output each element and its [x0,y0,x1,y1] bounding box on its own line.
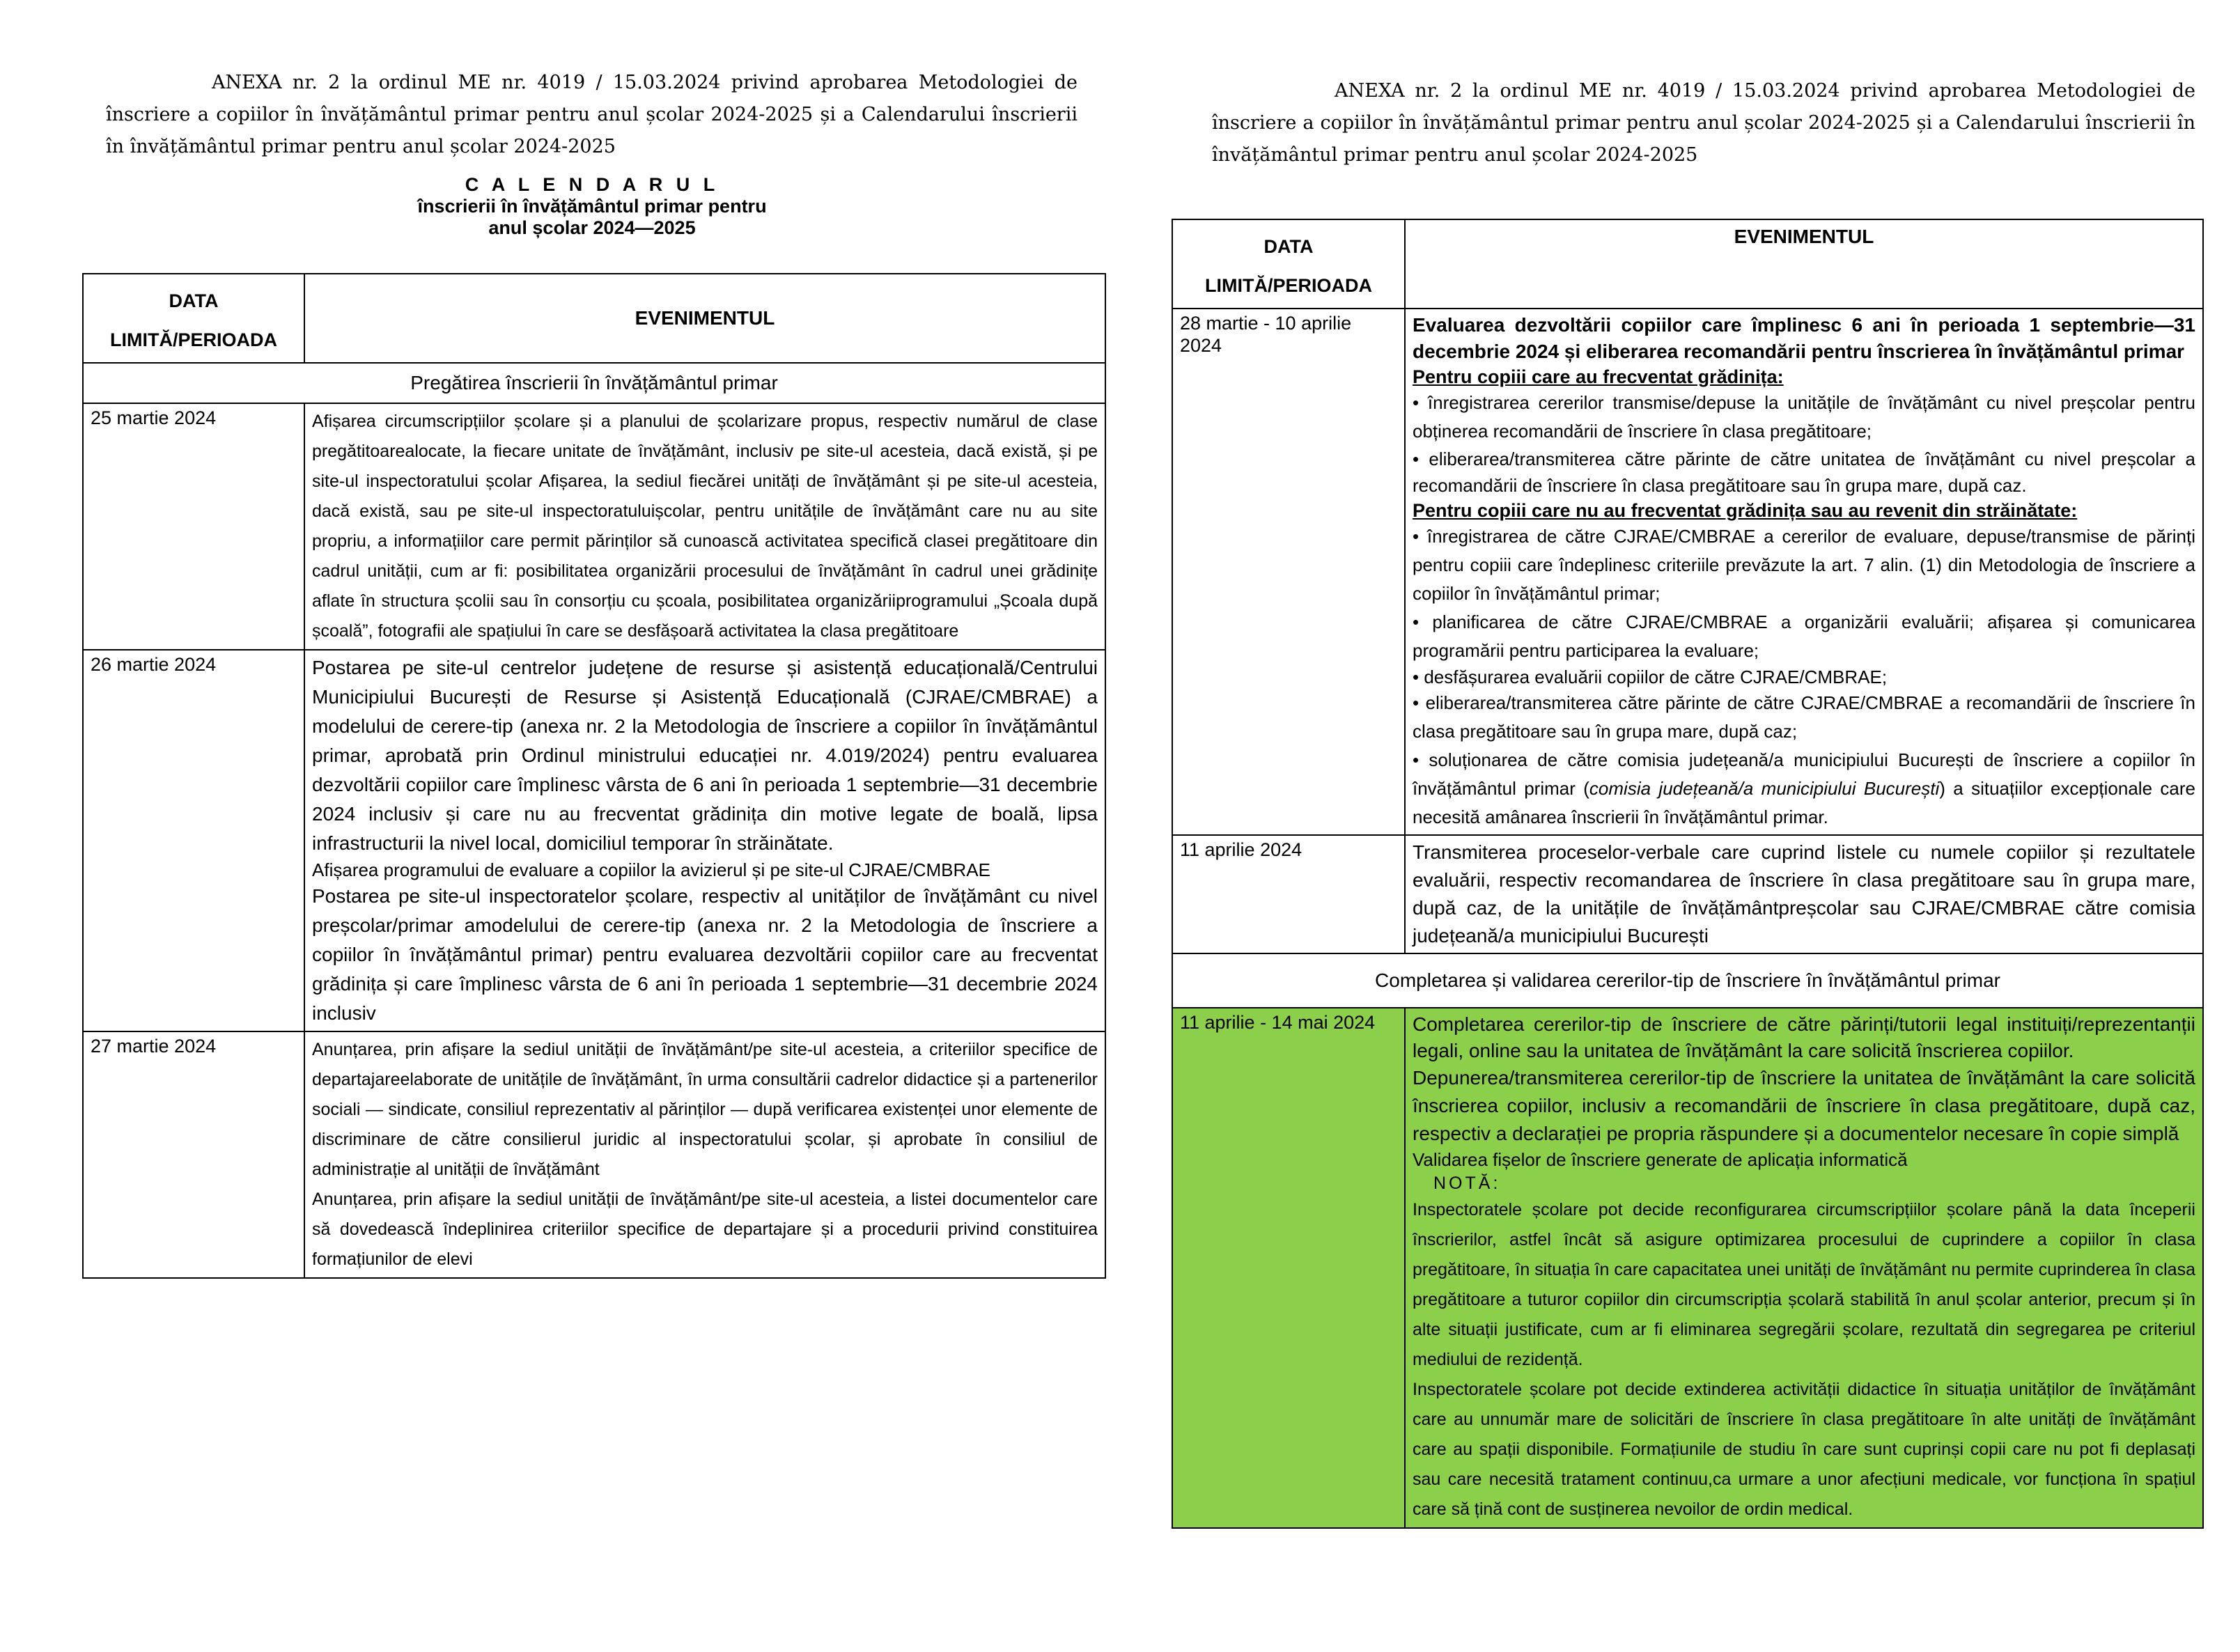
row-date: 27 martie 2024 [83,1031,304,1278]
event-paragraph: Validarea fișelor de înscriere generate de aplicația informatică [1413,1149,1908,1170]
annex-heading: ANEXA nr. 2 la ordinul ME nr. 4019 / 15.03.2024 privind aprobarea Metodologiei de înscriere a copiilor în învățământul primar pentru anul școlar 2024-2025 și a Calendarului înscrierii în învățământul primar pentru anul școlar 2024-2025 [106,72,1078,157]
bullet-item: • eliberarea/transmiterea către părinte de către unitatea de învățământ cu nivel preșcolar a recomandării de înscriere în clasa pregătitoare sau în grupa mare, după caz. [1413,449,2195,496]
note-label: NOTĂ: [1433,1174,1501,1193]
event-paragraph: Completarea cererilor-tip de înscriere de către părinți/tutorii legal instituiți/reprezentanții legali, online sau la unitatea de învățământ la care solicită înscrierea copiilor. [1413,1013,2195,1061]
header-date: DATA LIMITĂ/PERIOADA [83,274,304,363]
calendar-title [362,174,822,239]
event-paragraph: Anunțarea, prin afișare la sediul unității de învățământ/pe site-ul acesteia, a criteriilor specifice de departajareelaborate de unitățile de învățământ, în urma consultării cadrelor didactice și a partenerilor sociali — sindicate, consiliul reprezentativ al părinților — după verificarea existenței unor elemente de discriminare de către consilierul juridic al inspectoratului școlar, și aprobate în consiliul de administrație al unității de învățământ [312,1040,1098,1179]
event-paragraph: Afișarea programului de evaluare a copiilor la avizierul și pe site-ul CJRAE/CMBRAE [312,859,990,880]
event-paragraph: Afișarea circumscripțiilor școlare și a planului de școlarizare propus, respectiv numărul de clase pregătitoarealocate, la fiecare unitate de învățământ, inclusiv pe site-ul acesteia, dacă există, și pe site-ul inspectoratului școlar Afișarea, la sediul fiecărei unități de învățământ și pe site-ul acesteia, dacă există, sau pe site-ul inspectoratuluișcolar, pentru unitățile de învățământ care nu au site propriu, a informațiilor care permit părinților să cunoască activitatea specifică clasei pregătitoare din cadrul unității, cum ar fi: posibilitatea organizării procesului de învățământ în cadrul unei grădinițe aflate în structura școlii sau în consorțiu cu școala, posibilitatea organizăriiprogramului „Școala după școală”, fotografii ale spațiului în care se desfășoară activitatea la clasa pregătitoare [312,412,1098,641]
bullet-item: • eliberarea/transmiterea către părinte de către CJRAE/CMBRAE a recomandării de înscriere în clasa pregătitoare sau în grupa mare, după caz; [1413,692,2195,742]
bullet-item [1413,746,2195,832]
bullet-item: • desfășurarea evaluării copiilor de către CJRAE/CMBRAE; [1413,667,1888,687]
annex-heading: ANEXA nr. 2 la ordinul ME nr. 4019 / 15.03.2024 privind aprobarea Metodologiei de înscriere a copiilor în învățământul primar pentru anul școlar 2024-2025 și a Calendarului înscrierii în învățământul primar pentru anul școlar 2024-2025 [1212,80,2195,166]
table-row-highlighted [1172,1008,2203,1528]
header-event: EVENIMENTUL [304,274,1105,363]
calendar-table [1172,219,2204,1529]
bullet-item: • planificarea de către CJRAE/CMBRAE a organizării evaluării; afișarea și comunicarea programării pentru participarea la evaluare; [1413,611,2195,661]
row-date: 26 martie 2024 [83,650,304,1031]
table-row [83,1031,1105,1278]
calendar-title-line3: anul școlar 2024—2025 [488,217,696,238]
bullet-item: • înregistrarea cererilor transmise/depuse la unitățile de învățământ cu nivel preșcolar pentru obținerea recomandării de înscriere în clasa pregătitoare; [1413,392,2195,442]
note-paragraph: Inspectoratele școlare pot decide reconfigurarea circumscripțiilor școlare până la data începerii înscrierilor, astfel încât să asigure optimizarea procesului de cuprindere a copiilor în clasa pregătitoare, în situația în care capacitatea unei unități de învățământ nu permite cuprinderea în clasa pregătitoare a tuturor copiilor din circumscripția școlară stabilită în anul școlar anterior, precum și în alte situații justificate, cum ar fi eliminarea segregării școlare, rezultată din segregarea pe criteriul mediului de rezidență. [1413,1200,2195,1369]
event-intro: Evaluarea dezvoltării copiilor care împlinesc 6 ani în perioada 1 septembrie—31 decembrie 2024 și eliberarea recomandării pentru înscrierea în învățământul primar [1413,314,2195,362]
row-event [1405,1008,2203,1528]
row-event [1405,309,2203,835]
bullet-text-italic: comisia județeană/a municipiului București [1589,778,1940,799]
row-event [304,650,1105,1031]
section-title: Completarea și validarea cererilor-tip de înscriere în învățământul primar [1172,953,2203,1008]
row-event [1405,835,2203,953]
bullet-item: • înregistrarea de către CJRAE/CMBRAE a cererilor de evaluare, depuse/transmise de părinți pentru copiii care îndeplinesc criteriile prevăzute la art. 7 alin. (1) din Metodologia de înscriere a copiilor în învățământul primar; [1413,526,2195,604]
row-date: 11 aprilie - 14 mai 2024 [1172,1008,1405,1528]
row-date: 11 aprilie 2024 [1172,835,1405,953]
section-row [1172,953,2203,1008]
row-date: 25 martie 2024 [83,403,304,650]
section-row [83,363,1105,403]
subheading-no-kindergarten: Pentru copiii care nu au frecventat grădinița sau au revenit din străinătate: [1413,500,2078,521]
event-paragraph: Postarea pe site-ul centrelor județene de resurse și asistență educațională/Centrului Municipiului București de Resurse și Asistență Educațională (CJRAE/CMBRAE) a modelului de cerere-tip (anexa nr. 2 la Metodologia de înscriere a copiilor în învățământul primar, aprobată prin Ordinul ministrului educației nr. 4.019/2024) pentru evaluarea dezvoltării copiilor care împlinesc vârsta de 6 ani în perioada 1 septembrie—31 decembrie 2024 inclusiv și care nu au frecventat grădinița din motive legate de boală, lipsa infrastructurii la nivel local, domiciliul temporar în străinătate. [312,657,1098,854]
bullet-text: • soluționarea de către comisia județeană/a municipiului București de înscriere a copiilor în învățământul primar ( [1413,749,2195,799]
table-row [83,650,1105,1031]
table-row [1172,309,2203,835]
table-header-row [83,274,1105,363]
event-paragraph: Postarea pe site-ul inspectoratelor școlare, respectiv al unităților de învățământ cu nivel preșcolar/primar amodelului de cerere-tip (anexa nr. 2 la Metodologia de înscriere a copiilor în învățământul primar) pentru evaluarea dezvoltării copiilor care au frecventat grădinița și care împlinesc vârsta de 6 ani în perioada 1 septembrie—31 decembrie 2024 inclusiv [312,885,1098,1024]
section-title: Pregătirea înscrierii în învățământul primar [83,363,1105,403]
event-paragraph: Anunțarea, prin afișare la sediul unității de învățământ/pe site-ul acesteia, a listei documentelor care să dovedească îndeplinirea criteriilor specifice de departajare și a procedurii privind constituirea formațiunilor de elevi [312,1190,1098,1269]
row-event [304,403,1105,650]
subheading-kindergarten: Pentru copiii care au frecventat grădinița: [1413,366,1784,387]
table-row [1172,835,2203,953]
header-date: DATA LIMITĂ/PERIOADA [1172,219,1405,309]
event-paragraph: Depunerea/transmiterea cererilor-tip de înscriere la unitatea de învățământ la care solicită înscrierea copiilor, inclusiv a recomandării de înscriere în clasa pregătitoare, după caz, respectiv a declarației pe propria răspundere și a documentelor necesare în copie simplă [1413,1067,2195,1144]
event-paragraph: Transmiterea proceselor-verbale care cuprind listele cu numele copiilor și rezultatele evaluării, respectiv recomandarea de înscriere în clasa pregătitoare sau în grupa mare, după caz, de la unitățile de învățământpreșcolar sau CJRAE/CMBRAE către comisia județeană/a municipiului București [1413,841,2195,946]
calendar-title-line1: C A L E N D A R U L [465,174,720,195]
row-date: 28 martie - 10 aprilie 2024 [1172,309,1405,835]
table-header-row [1172,219,2203,309]
row-event [304,1031,1105,1278]
note-paragraph: Inspectoratele școlare pot decide extinderea activității didactice în situația unităților de învățământ care au unnumăr mare de solicitări de înscriere în clasa pregătitoare în alte unități de învățământ care au spații disponibile. Formațiunile de studiu în care sunt cuprinși copii care nu pot fi deplasați sau care necesită tratament continuu,ca urmare a unor afecțiuni medicale, vor funcționa în spațiul care să țină cont de susținerea nevoilor de ordin medical. [1413,1380,2195,1519]
table-row [83,403,1105,650]
calendar-title-line2: înscrierii în învățământul primar pentru [417,196,767,217]
calendar-table [82,273,1106,1279]
header-event: EVENIMENTUL [1405,219,2203,309]
bullet-text: ) a situațiilor excepționale care necesită amânarea înscrierii în învățământul primar. [1413,778,2195,827]
